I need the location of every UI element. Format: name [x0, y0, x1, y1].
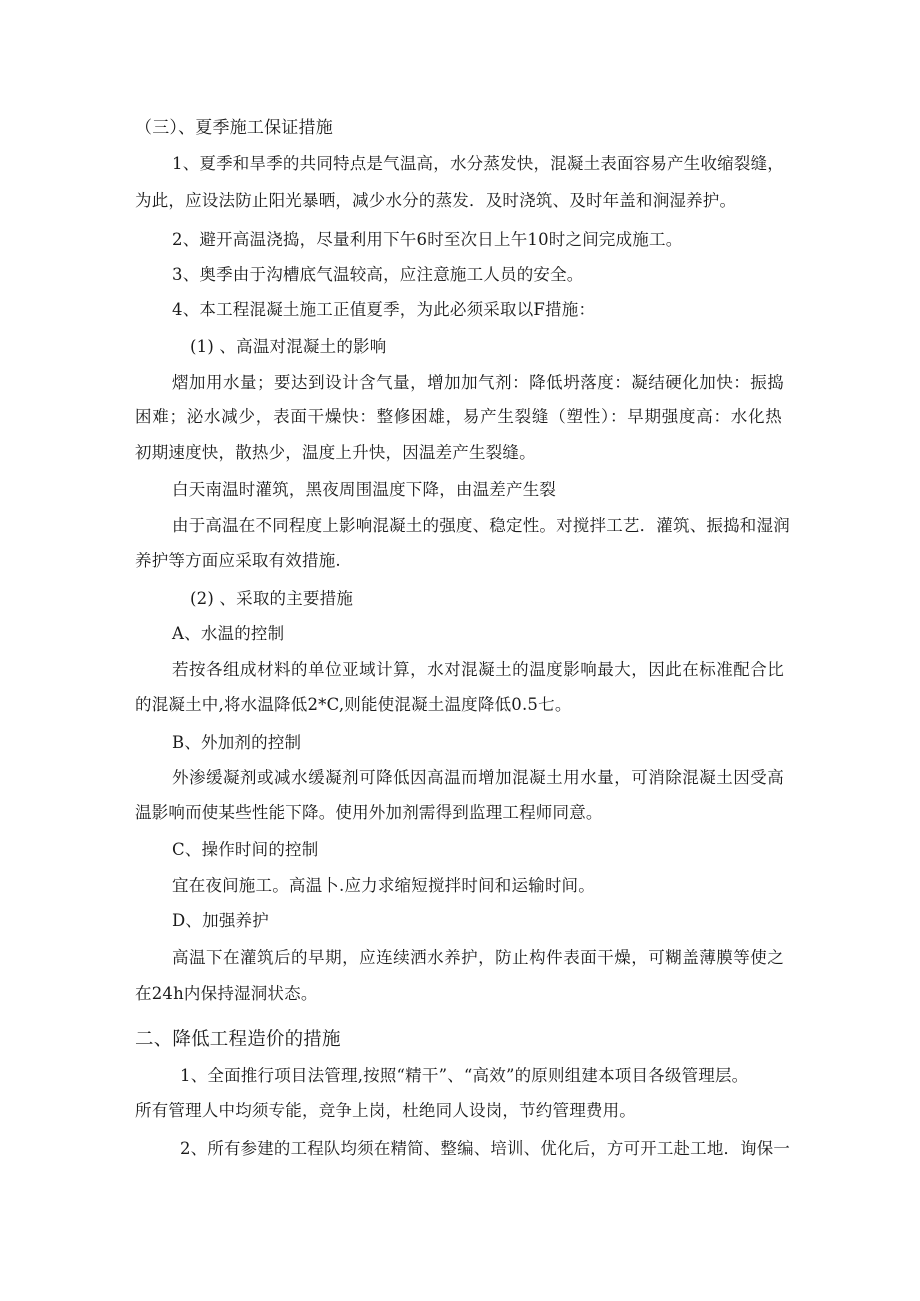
paragraph-line: 1、全面推行项目法管理,按照“精干”、“高效”的原则组建本项目各级管理层。	[180, 1066, 749, 1085]
paragraph-line: 养护等方面应采取有效措施.	[135, 551, 341, 570]
paragraph-line: 在24h内保持湿洞状态。	[135, 984, 318, 1003]
paragraph-line: 熠加用水量；要达到设计含气量，增加加气剂：降低坍落度：凝结硬化加快：振捣	[172, 373, 784, 392]
section-heading-summer: （三）、夏季施工保证措施	[135, 118, 333, 138]
subheading-line: (2) 、采取的主要措施	[190, 589, 354, 608]
subheading-line: D、加强养护	[172, 911, 269, 930]
paragraph-line: 困难；泌水减少，表面干燥快：整修困雄，易产生裂缝（塑性）：早期强度高：水化热	[135, 407, 782, 426]
paragraph-line: 初期速度快，散热少，温度上升快，因温差产生裂缝。	[135, 443, 536, 462]
paragraph-line: 若按各组成材料的单位亚域计算，水对混凝土的温度影响最大，因此在标准配合比	[172, 660, 784, 679]
paragraph-line: 宜在夜间施工。高温卜.应力求缩短搅拌时间和运输时间。	[172, 876, 595, 895]
paragraph-line: 2、所有参建的工程队均须在精简、整编、培训、优化后，方可开工赴工地．询保一	[180, 1139, 791, 1158]
paragraph-line: 温影响而使某些性能下降。使用外加剂需得到监理工程师同意。	[135, 803, 603, 822]
paragraph-line: 所有管理人中均须专能，竞争上岗，杜绝同人设岗，节约管理费用。	[135, 1101, 636, 1120]
paragraph-line: 为此，应设法防止阳光暴晒，减少水分的蒸发．及时浇筑、及时年盖和涧湿养护。	[135, 191, 737, 210]
paragraph-line: 的混凝土中,将水温降低2*C,则能使混凝土温度降低0.5七。	[135, 695, 572, 714]
subheading-line: B、外加剂的控制	[172, 733, 302, 752]
subheading-line: A、水温的控制	[172, 624, 285, 643]
subheading-line: (1) 、高温对混凝土的影响	[190, 337, 387, 356]
paragraph-line: 1、夏季和旱季的共同特点是气温高，水分蒸发快，混凝土表面容易产生收缩裂缝，	[172, 154, 784, 173]
section-heading-cost: 二、降低工程造价的措施	[135, 1029, 341, 1050]
subheading-line: C、操作时间的控制	[172, 840, 319, 859]
paragraph-line: 2、避开高温浇捣，尽量利用下午6时至次日上午10时之间完成施工。	[172, 230, 683, 249]
paragraph-line: 外渗缓凝剂或减水缓凝剂可降低因高温而增加混凝土用水量，可消除混凝土因受高	[172, 768, 784, 787]
paragraph-line: 高温下在灌筑后的早期，应连续洒水养护，防止构件表面干燥，可糊盖薄膜等使之	[172, 948, 784, 967]
paragraph-line: 4、本工程混凝土施工正值夏季，为此必须采取以F措施：	[172, 300, 596, 319]
paragraph-line: 白天南温时灌筑，黑夜周围温度下降，由温差产生裂	[172, 480, 557, 499]
paragraph-line: 3、奥季由于沟槽底气温较高，应注意施工人员的安全。	[172, 265, 584, 284]
paragraph-line: 由于高温在不同程度上影响混凝土的强度、稳定性。对搅拌工艺．灌筑、振捣和湿润	[172, 516, 790, 535]
